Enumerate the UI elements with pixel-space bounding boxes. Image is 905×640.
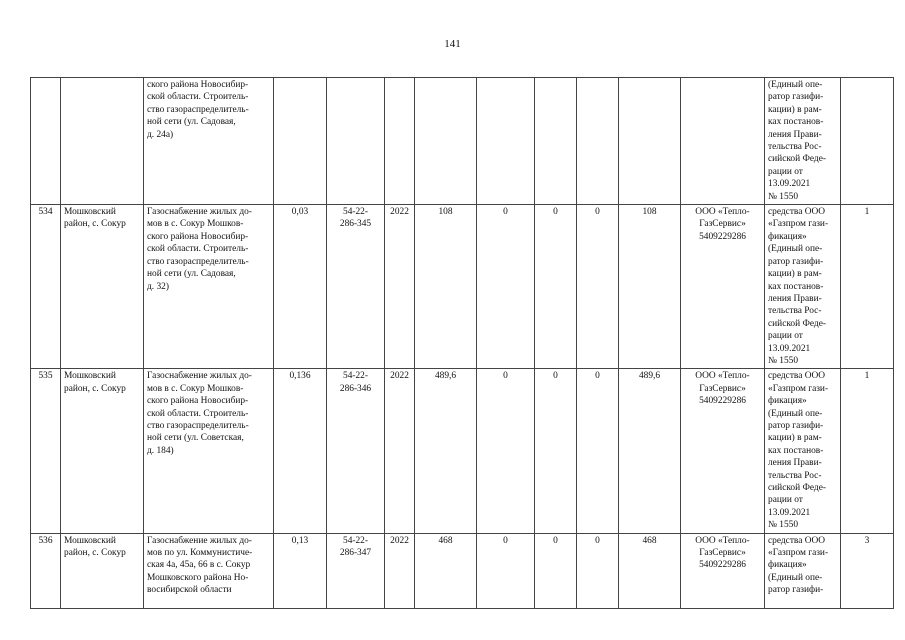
code-cell: 54-22- 286-345 bbox=[327, 205, 385, 369]
value-cell-3: 0 bbox=[577, 533, 619, 608]
row-number bbox=[31, 78, 61, 205]
year-cell: 2022 bbox=[385, 369, 415, 533]
quantity-cell: 1 bbox=[841, 205, 894, 369]
funding-source-cell: средства ООО «Газпром гази- фикация» (Единый опе- ратор газифи- кации) в рам- ках постанов- ления Прави- тельства Рос- сийской Феде- рации от 13.09.2021 № 1550 bbox=[765, 369, 841, 533]
location-cell bbox=[61, 78, 144, 205]
page-number: 141 bbox=[444, 38, 461, 50]
location-cell: Мошковский район, с. Сокур bbox=[61, 369, 144, 533]
description-cell: Газоснабжение жилых до- мов в с. Сокур Мошков- ского района Новосибир- ской области. Строитель- ство газораспределитель- ной сети (ул. Садовая, д. 32) bbox=[144, 205, 274, 369]
funding-source-cell: средства ООО «Газпром гази- фикация» (Единый опе- ратор газифи- кации) в рам- ках постанов- ления Прави- тельства Рос- сийской Феде- рации от 13.09.2021 № 1550 bbox=[765, 205, 841, 369]
location-cell: Мошковский район, с. Сокур bbox=[61, 205, 144, 369]
table-row bbox=[31, 533, 894, 608]
table-row bbox=[31, 205, 894, 369]
total-cell bbox=[415, 78, 477, 205]
location-cell: Мошковский район, с. Сокур bbox=[61, 533, 144, 608]
row-number: 534 bbox=[31, 205, 61, 369]
value-cell-1: 0 bbox=[477, 533, 535, 608]
value-cell-2: 0 bbox=[535, 533, 577, 608]
description-cell: Газоснабжение жилых до- мов по ул. Коммунистиче- ская 4а, 45а, 66 в с. Сокур Мошковского района Но- восибирской области bbox=[144, 533, 274, 608]
value-cell-4: 489,6 bbox=[619, 369, 681, 533]
total-cell: 468 bbox=[415, 533, 477, 608]
row-number: 535 bbox=[31, 369, 61, 533]
table-row bbox=[31, 369, 894, 533]
register-table bbox=[30, 77, 894, 609]
value-cell-1 bbox=[477, 78, 535, 205]
year-cell bbox=[385, 78, 415, 205]
value-cell-1: 0 bbox=[477, 369, 535, 533]
row-number: 536 bbox=[31, 533, 61, 608]
description-cell: ского района Новосибир- ской области. Строитель- ство газораспределитель- ной сети (ул. Садовая, д. 24а) bbox=[144, 78, 274, 205]
funding-source-cell: средства ООО «Газпром гази- фикация» (Единый опе- ратор газифи- bbox=[765, 533, 841, 608]
code-cell: 54-22- 286-347 bbox=[327, 533, 385, 608]
quantity-cell: 1 bbox=[841, 369, 894, 533]
funding-source-cell: (Единый опе- ратор газифи- кации) в рам- ках постанов- ления Прави- тельства Рос- сийской Феде- рации от 13.09.2021 № 1550 bbox=[765, 78, 841, 205]
year-cell: 2022 bbox=[385, 533, 415, 608]
value-cell-4: 468 bbox=[619, 533, 681, 608]
length-cell: 0,03 bbox=[274, 205, 327, 369]
organization-cell: ООО «Тепло- ГазСервис» 5409229286 bbox=[681, 533, 765, 608]
code-cell bbox=[327, 78, 385, 205]
value-cell-2: 0 bbox=[535, 369, 577, 533]
description-cell: Газоснабжение жилых до- мов в с. Сокур Мошков- ского района Новосибир- ской области. Строитель- ство газораспределитель- ной сети (ул. Советская, д. 184) bbox=[144, 369, 274, 533]
value-cell-1: 0 bbox=[477, 205, 535, 369]
quantity-cell: 3 bbox=[841, 533, 894, 608]
table-row bbox=[31, 78, 894, 205]
organization-cell bbox=[681, 78, 765, 205]
value-cell-3: 0 bbox=[577, 205, 619, 369]
value-cell-3 bbox=[577, 78, 619, 205]
year-cell: 2022 bbox=[385, 205, 415, 369]
value-cell-2: 0 bbox=[535, 205, 577, 369]
code-cell: 54-22- 286-346 bbox=[327, 369, 385, 533]
total-cell: 489,6 bbox=[415, 369, 477, 533]
organization-cell: ООО «Тепло- ГазСервис» 5409229286 bbox=[681, 369, 765, 533]
quantity-cell bbox=[841, 78, 894, 205]
length-cell: 0,136 bbox=[274, 369, 327, 533]
organization-cell: ООО «Тепло- ГазСервис» 5409229286 bbox=[681, 205, 765, 369]
length-cell: 0,13 bbox=[274, 533, 327, 608]
value-cell-3: 0 bbox=[577, 369, 619, 533]
length-cell bbox=[274, 78, 327, 205]
total-cell: 108 bbox=[415, 205, 477, 369]
value-cell-4 bbox=[619, 78, 681, 205]
value-cell-4: 108 bbox=[619, 205, 681, 369]
value-cell-2 bbox=[535, 78, 577, 205]
